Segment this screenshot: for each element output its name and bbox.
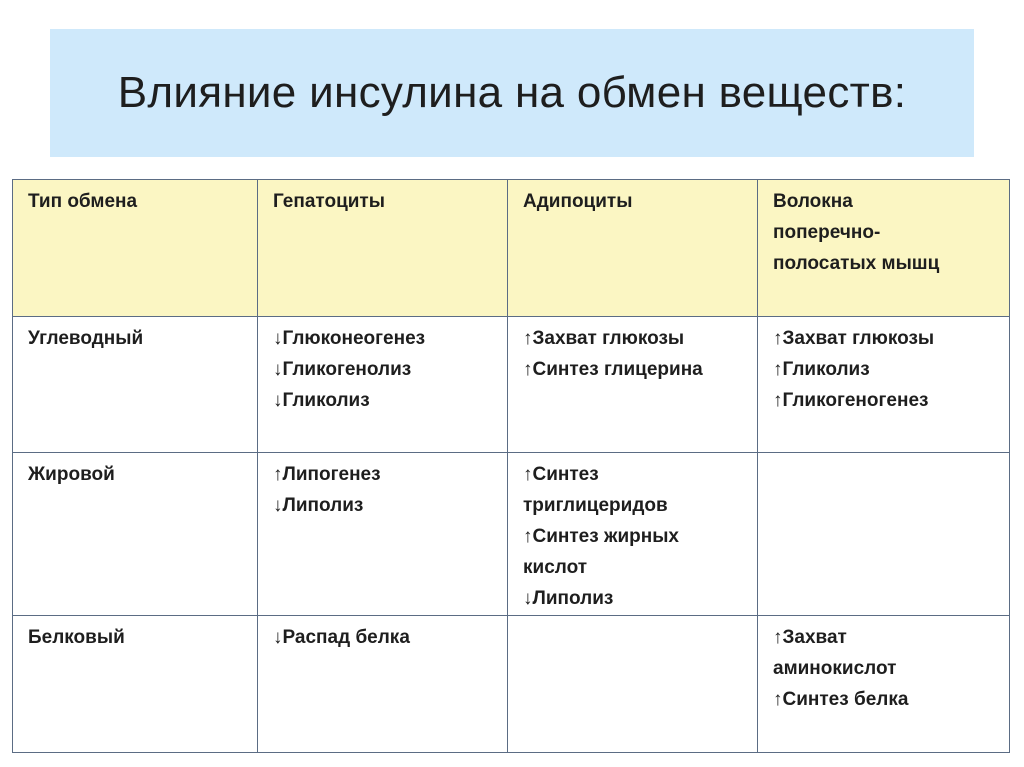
effect-item: ↑Захват глюкозы [773, 328, 935, 349]
metabolism-type: Углеводный [28, 328, 144, 349]
effect-item: ↓Липолиз [273, 495, 364, 516]
effect-item: ↓Гликолиз [273, 390, 370, 411]
effect-item: ↓Гликогенолиз [273, 359, 412, 380]
metabolism-type: Белковый [28, 627, 125, 648]
insulin-effects-table [12, 179, 1010, 753]
header-cell-adipocytes [508, 180, 758, 317]
effect-item: кислот [523, 557, 588, 578]
cell-type [13, 317, 258, 453]
effect-item: ↑Захват [773, 627, 847, 648]
effect-item: ↑Синтез белка [773, 689, 909, 710]
effect-item: ↑Захват глюкозы [523, 328, 685, 349]
title-banner [50, 29, 974, 157]
cell-hepatocytes [258, 453, 508, 616]
table-row [13, 317, 1010, 453]
cell-hepatocytes [258, 616, 508, 753]
cell-adipocytes [508, 317, 758, 453]
cell-muscle [758, 317, 1010, 453]
header-cell-type [13, 180, 258, 317]
effect-item: ↑Синтез глицерина [523, 359, 703, 380]
page-title: Влияние инсулина на обмен веществ: [117, 68, 907, 117]
effect-item: ↑Гликолиз [773, 359, 870, 380]
header-cell-hepatocytes [258, 180, 508, 317]
effect-item: ↓Распад белка [273, 627, 410, 648]
effect-item: ↑Синтез [523, 464, 599, 485]
cell-adipocytes [508, 453, 758, 616]
header-label-line: Волокна [773, 191, 853, 212]
header-label-line: поперечно- [773, 222, 881, 243]
effect-item: ↑Синтез жирных [523, 526, 679, 547]
table-row [13, 453, 1010, 616]
header-label: Гепатоциты [273, 191, 385, 212]
effect-item: ↓Глюконеогенез [273, 328, 426, 349]
table-header-row [13, 180, 1010, 317]
effect-item: триглицеридов [523, 495, 668, 516]
metabolism-type: Жировой [28, 464, 115, 485]
effect-item: ↑Липогенез [273, 464, 381, 485]
effect-item: аминокислот [773, 658, 897, 679]
cell-adipocytes [508, 616, 758, 753]
effect-item: ↑Гликогеногенез [773, 390, 929, 411]
header-cell-muscle [758, 180, 1010, 317]
effect-item: ↓Липолиз [523, 588, 614, 609]
header-label-line: полосатых мышц [773, 253, 940, 274]
table-row [13, 616, 1010, 753]
cell-type [13, 616, 258, 753]
cell-hepatocytes [258, 317, 508, 453]
cell-muscle [758, 616, 1010, 753]
header-label: Адипоциты [523, 191, 633, 212]
header-label: Тип обмена [28, 191, 138, 212]
cell-type [13, 453, 258, 616]
cell-muscle [758, 453, 1010, 616]
